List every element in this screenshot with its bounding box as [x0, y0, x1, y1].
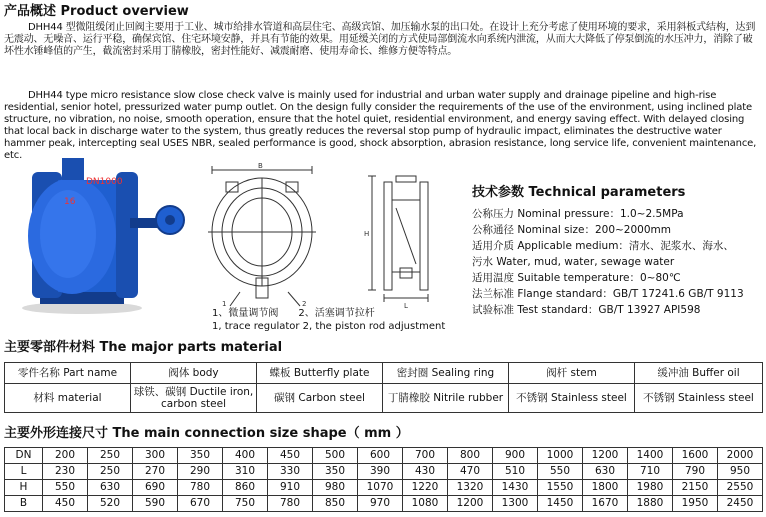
size-cell: 980: [313, 480, 358, 496]
tech-param-medium: 适用介质 Applicable medium：清水、泥浆水、海水、: [472, 240, 734, 252]
tech-param-test: 试验标准 Test standard：GB/T 13927 API598: [472, 304, 701, 316]
tech-param-flange: 法兰标准 Flange standard：GB/T 17241.6 GB/T 9113: [472, 288, 744, 300]
size-cell: 780: [178, 480, 223, 496]
size-cell: 670: [178, 496, 223, 512]
size-cell: 910: [268, 480, 313, 496]
size-cell: 2550: [718, 480, 763, 496]
size-cell: 310: [223, 464, 268, 480]
size-cell: 2000: [718, 448, 763, 464]
size-cell: 1000: [538, 448, 583, 464]
tech-param-temperature: 适用温度 Suitable temperature：0~80℃: [472, 272, 681, 284]
size-row-label: DN: [5, 448, 43, 464]
size-cell: 900: [493, 448, 538, 464]
size-cell: 520: [88, 496, 133, 512]
size-cell: 390: [358, 464, 403, 480]
parts-table: [4, 362, 763, 413]
parts-header-cell: 蝶板 Butterfly plate: [257, 363, 383, 384]
parts-cell: 不锈钢 Stainless steel: [635, 384, 763, 413]
size-cell: 700: [403, 448, 448, 464]
parts-heading: 主要零部件材料 The major parts material: [4, 340, 283, 355]
tech-params-list: [472, 206, 764, 318]
size-cell: 850: [313, 496, 358, 512]
size-cell: 1550: [538, 480, 583, 496]
size-cell: 200: [43, 448, 88, 464]
size-cell: 1200: [583, 448, 628, 464]
tech-param-medium-en: 污水 Water, mud, water, sewage water: [472, 256, 675, 268]
size-cell: 1400: [628, 448, 673, 464]
photo-tag-pn: 16: [64, 197, 76, 207]
size-cell: 450: [268, 448, 313, 464]
size-cell: 950: [718, 464, 763, 480]
size-cell: 500: [313, 448, 358, 464]
parts-header-cell: 密封圈 Sealing ring: [383, 363, 509, 384]
size-cell: 750: [223, 496, 268, 512]
size-cell: 800: [448, 448, 493, 464]
parts-header-cell: 阀杆 stem: [509, 363, 635, 384]
parts-header-row: [5, 363, 763, 384]
size-cell: 600: [358, 448, 403, 464]
size-cell: 1980: [628, 480, 673, 496]
size-cell: 790: [673, 464, 718, 480]
size-cell: 1800: [583, 480, 628, 496]
size-cell: 350: [313, 464, 358, 480]
dim-label-b: B: [258, 162, 263, 170]
tech-param-pressure: 公称压力 Nominal pressure：1.0~2.5MPa: [472, 208, 684, 220]
size-cell: 300: [133, 448, 178, 464]
size-row-label: B: [5, 496, 43, 512]
size-table: [4, 447, 763, 512]
size-cell: 1670: [583, 496, 628, 512]
drawing-caption-en: 1, trace regulator 2, the piston rod adjustment: [212, 321, 446, 332]
photo-tag-dn: DN1000: [86, 177, 123, 187]
size-cell: 1080: [403, 496, 448, 512]
size-cell: 250: [88, 464, 133, 480]
size-cell: 400: [223, 448, 268, 464]
size-cell: 450: [43, 496, 88, 512]
size-cell: 1880: [628, 496, 673, 512]
parts-material-row: [5, 384, 763, 413]
size-cell: 230: [43, 464, 88, 480]
size-cell: 2150: [673, 480, 718, 496]
size-table-row: [5, 480, 763, 496]
overview-text-cn: DHH44 型微阻缓闭止回阀主要用于工业、城市给排水管道和高层住宅、高级宾馆、加压输水泵的出口处。在设计上充分考虑了使用环境的要求，采用斜板式结构，达到无震动、无噪音、运行平稳，确保宾馆、住宅环境安静，并具有节能的效果。用延缓关闭的方式使局部倒流水向系统内泄流，从而大大降低了停泵倒流的水压冲力，消除了破坏性水锤峰值的产生，截流密封采用丁腈橡胶，密封性能好、减震耐磨、使用寿命长、维修方便等特点。: [4, 22, 756, 57]
size-cell: 1450: [538, 496, 583, 512]
size-cell: 290: [178, 464, 223, 480]
tech-params-title: 技术参数 Technical parameters: [472, 185, 686, 200]
size-table-row: [5, 464, 763, 480]
size-row-label: L: [5, 464, 43, 480]
size-cell: 2450: [718, 496, 763, 512]
overview-heading: 产品概述 Product overview: [4, 4, 189, 19]
parts-cell: 球铁、碳钢 Ductile iron, carbon steel: [131, 384, 257, 413]
sizes-heading: 主要外形连接尺寸 The main connection size shape（ mm ）: [4, 426, 409, 441]
dim-label-h: H: [364, 230, 370, 238]
dim-label-l: L: [404, 302, 408, 310]
parts-header-cell: 零件名称 Part name: [5, 363, 131, 384]
size-cell: 630: [88, 480, 133, 496]
size-cell: 1950: [673, 496, 718, 512]
size-cell: 1070: [358, 480, 403, 496]
part-mark-2: 2: [302, 300, 307, 308]
drawing-caption-cn: 1、微量调节阀 2、活塞调节拉杆: [212, 308, 375, 319]
parts-cell: 材料 material: [5, 384, 131, 413]
size-cell: 550: [538, 464, 583, 480]
size-table-row: [5, 448, 763, 464]
parts-cell: 碳钢 Carbon steel: [257, 384, 383, 413]
size-cell: 780: [268, 496, 313, 512]
size-cell: 330: [268, 464, 313, 480]
size-cell: 1300: [493, 496, 538, 512]
size-table-row: [5, 496, 763, 512]
size-cell: 590: [133, 496, 178, 512]
size-cell: 970: [358, 496, 403, 512]
size-cell: 250: [88, 448, 133, 464]
size-cell: 1220: [403, 480, 448, 496]
size-cell: 710: [628, 464, 673, 480]
tech-param-size: 公称通径 Nominal size：200~2000mm: [472, 224, 671, 236]
size-cell: 1600: [673, 448, 718, 464]
size-cell: 690: [133, 480, 178, 496]
valve-technical-drawing: [200, 160, 462, 310]
valve-product-photo: [12, 158, 190, 318]
size-cell: 1430: [493, 480, 538, 496]
part-mark-1: 1: [222, 300, 227, 308]
parts-header-cell: 缓冲油 Buffer oil: [635, 363, 763, 384]
overview-text-en: DHH44 type micro resistance slow close check valve is mainly used for industrial and urban water supply and drainage pipeline and high-rise residential, senior hotel, pressurized water pump outlet. On the design fully consider the requirements of the use of the environment, using inclined plate structure, no vibration, no noise, smooth operation, ensure that the hotel quiet, residential environment, and energy saving effect. With delayed closing that local back in discharge water to the system, thus greatly reduces the reversal stop pump of hydraulic impact, eliminates the destructive water hammer peak, intercepting seal USES NBR, sealed performance is good, shock absorption, abrasion resistance, long service life, convenient maintenance, etc.: [4, 90, 757, 161]
size-cell: 430: [403, 464, 448, 480]
parts-cell: 丁腈橡胶 Nitrile rubber: [383, 384, 509, 413]
size-cell: 630: [583, 464, 628, 480]
size-cell: 510: [493, 464, 538, 480]
size-cell: 860: [223, 480, 268, 496]
size-cell: 1200: [448, 496, 493, 512]
size-row-label: H: [5, 480, 43, 496]
size-cell: 270: [133, 464, 178, 480]
size-cell: 550: [43, 480, 88, 496]
size-cell: 470: [448, 464, 493, 480]
parts-cell: 不锈钢 Stainless steel: [509, 384, 635, 413]
size-cell: 1320: [448, 480, 493, 496]
size-cell: 350: [178, 448, 223, 464]
parts-header-cell: 阀体 body: [131, 363, 257, 384]
